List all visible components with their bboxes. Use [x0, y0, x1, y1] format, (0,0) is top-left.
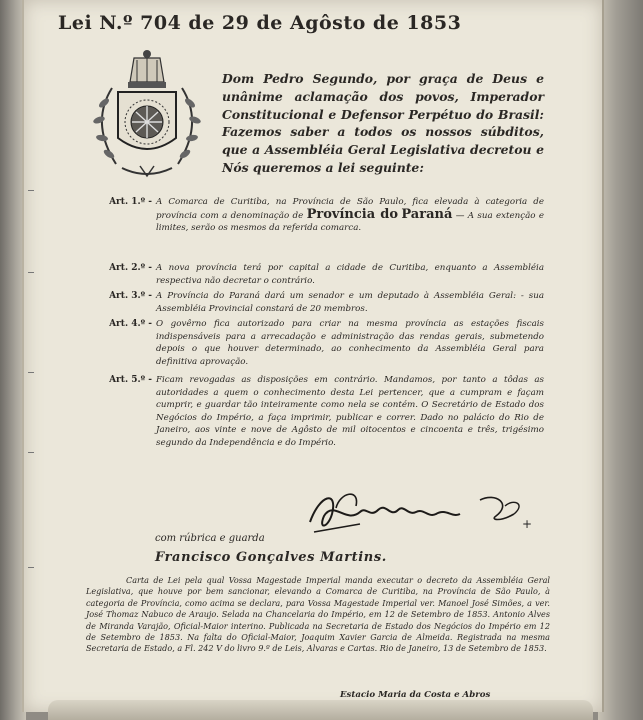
carta-de-lei: Carta de Lei pela qual Vossa Magestade Imperial manda executar o decreto da Assembléia Geral Legislativa, que houve por bem sancionar, elevando a Comarca de Curitiba, na Província de São Paulo, à categoria de Província, como acima se declara, para Vossa Magestade Imperial ver. Manoel José Simões, a ver. José Thomaz Nabuco de Araujo. Selada na Chancelaria do Império, em 12 de Setembro de 1853. Antonio Alves de Miranda Varajão, Oficial-Maior interino. Publicada na Secretaria de Estado dos Negócios do Império em 12 de Setembro de 1853. Na falta do Oficial-Maior, Joaquim Xavier Garcia de Almeida. Registrada na mesma Secretaria de Estado, a Fl. 242 V do livro 9.º de Leis, Alvaras e Cartas. Rio de Janeiro, 13 de Setembro de 1853.: [86, 575, 550, 654]
article-4: [70, 318, 550, 372]
signatory-name: Francisco Gonçalves Martins.: [155, 550, 387, 565]
article-label: Art. 2.º -: [109, 263, 152, 273]
article-text: O govêrno fica autorizado para criar na mesma província as estações fiscais indispensáveis para a arrecadação e administração das rendas gerais, submetendo depois o que houver determinado, ao conhecimento da Assembléia Geral para definitiva aprovação.: [156, 319, 544, 367]
svg-text:+: +: [522, 517, 533, 531]
article-5: [70, 374, 550, 484]
law-title: Lei N.º 704 de 29 de Agôsto de 1853: [58, 12, 462, 34]
article-label: Art. 1.º -: [109, 197, 152, 207]
preamble: Dom Pedro Segundo, por graça de Deus e unânime aclamação dos povos, Imperador Constitucional e Defensor Perpétuo do Brasil: Fazemos saber a todos os nossos súbditos, que a Assembléia Geral Legislativa decretou e Nós queremos a lei seguinte:: [222, 71, 544, 175]
article-text: A Província do Paraná dará um senador e um deputado à Assembléia Geral: - sua Assembléia Provincial constará de 20 membros.: [156, 291, 544, 314]
article-3: [70, 290, 550, 318]
article-label: Art. 3.º -: [109, 291, 152, 301]
article-1: [70, 196, 550, 260]
scroll-roll-bottom: [48, 700, 593, 720]
scroll-roll-right: [598, 0, 643, 720]
imperial-coat-of-arms-icon: [82, 48, 212, 188]
article-2: [70, 262, 550, 290]
rubric-caption: com rúbrica e guarda: [155, 533, 265, 544]
article-label: Art. 5.º -: [109, 375, 152, 385]
article-text: A nova província terá por capital a cidade de Curitiba, enquanto a Assembléia respectiva não decretar o contrário.: [156, 263, 544, 286]
article-text: A Comarca de Curitiba, na Província de São Paulo, fica elevada à categoria de província com a denominação de Província do Paraná — A sua extenção e limites, serão os mesmos da referida comarca.: [156, 197, 545, 234]
closing-signature: Estacio Maria da Costa e Abros: [340, 690, 491, 700]
imperial-signature: [300, 484, 540, 539]
article-text: Ficam revogadas as disposições em contrário. Mandamos, por tanto a tôdas as autoridades a quem o conhecimento desta Lei pertencer, que a cumpram e façam cumprir, e guardar tão inteiramente como nela se contém. O Secretário de Estado dos Negócios do Império, a faça imprimir, publicar e correr. Dado no palácio do Rio de Janeiro, aos vinte e nove de Agôsto de mil oitocentos e cincoenta e três, trigésimo segundo da Independência e do Império.: [156, 375, 544, 448]
article-label: Art. 4.º -: [109, 319, 152, 329]
